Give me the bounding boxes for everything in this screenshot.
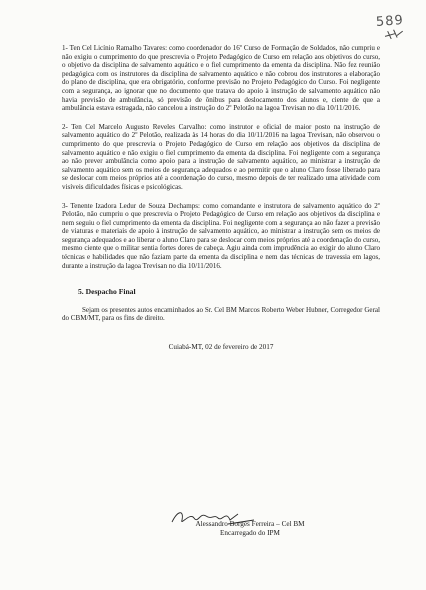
signature-icon xyxy=(168,506,258,530)
document-body xyxy=(62,44,380,352)
date-line: Cuiabá-MT, 02 de fevereiro de 2017 xyxy=(168,343,274,352)
closing-paragraph: Sejam os presentes autos encaminhados ao Sr. Cel BM Marcos Roberto Weber Hubner, Corregedor Geral do CBM/MT, para os fins de direito. xyxy=(62,305,380,323)
finding-paragraph-3: 3- Tenente Izadora Ledur de Souza Dechamps: como comandante e instrutora de salvamento aquático do 2º Pelotão, não cumpriu o que prescrevia o Projeto Pedagógico de Curso em relação aos objetivos da disciplina e nem seguiu o fiel cumprimento da ementa da disciplina. Foi negligente com a segurança ao não fazer a previsão de viaturas e materiais de apoio à instrução de salvamento aquático, ao ministrar a instrução sem os meios de segurança adequados e ao liberar o aluno Claro para se deslocar com meios próprios até a coordenação do curso, mesmo ciente que o militar sentia fortes dores de cabeça. Agiu ainda com imprudência ao exigir do aluno Claro técnicas e habilidades que não faziam parte da ementa da disciplina e nem das técnicas de travessia em lagos, durante a instrução da lagoa Trevisan no dia 10/11/2016. xyxy=(62,201,380,270)
signer-role: Encarregado do IPM xyxy=(220,528,280,537)
section-title: 5. Despacho Final xyxy=(78,287,136,297)
signature-block xyxy=(170,520,330,538)
finding-paragraph-2: 2- Ten Cel Marcelo Augusto Reveles Carvalho: como instrutor e oficial de maior posto na instrução de salvamento aquático do 2º Pelotão, realizada às 14 horas do dia 10/11/2016 na lagoa Trevisan, não observou o cumprimento do que prescrevia o Projeto Pedagógico de Curso em relação aos objetivos da disciplina de salvamento aquático e não exigiu o fiel cumprimento da ementa da disciplina. Foi negligente com a segurança ao não prever ambulância como apoio para a instrução de salvamento aquático, ao ministrar a instrução de salvamento aquático sem os meios de segurança adequados e ao permitir que o aluno Claro fosse liberado para se deslocar com meios próprios até a coordenação do curso, mesmo depois de ter realizado uma atividade com visíveis dificuldades físicas e psicológicas. xyxy=(62,122,380,191)
finding-paragraph-1: 1- Ten Cel Licínio Ramalho Tavares: como coordenador do 16º Curso de Formação de Soldados, não cumpriu e não exigiu o cumprimento do que prescrevia o Projeto Pedagógico de Curso em relação aos objetivos do curso, o objetivo da disciplina de salvamento aquático e o fiel cumprimento da ementa da disciplina. Não fez reunião pedagógica com os instrutores da disciplina de salvamento aquático e não cobrou dos instrutores a elaboração do plano de disciplina, que era obrigatório, conforme previsão no Projeto Pedagógico do Curso. Foi negligente com a segurança, ao ignorar que no documento que tratava do apoio à instrução de salvamento aquático não havia previsão de ambulância, só previsão de ônibus para deslocamento dos alunos e, ciente de que a ambulância estava estragada, não cancelou a instrução do 2º Pelotão na lagoa Trevisan no dia 10/11/2016. xyxy=(62,44,380,113)
page-number-text: 589 xyxy=(375,13,405,30)
signer-name: Alessandro Borges Ferreira – Cel BM xyxy=(195,520,305,528)
handwritten-mark-icon xyxy=(383,27,406,41)
page-number xyxy=(376,13,405,30)
